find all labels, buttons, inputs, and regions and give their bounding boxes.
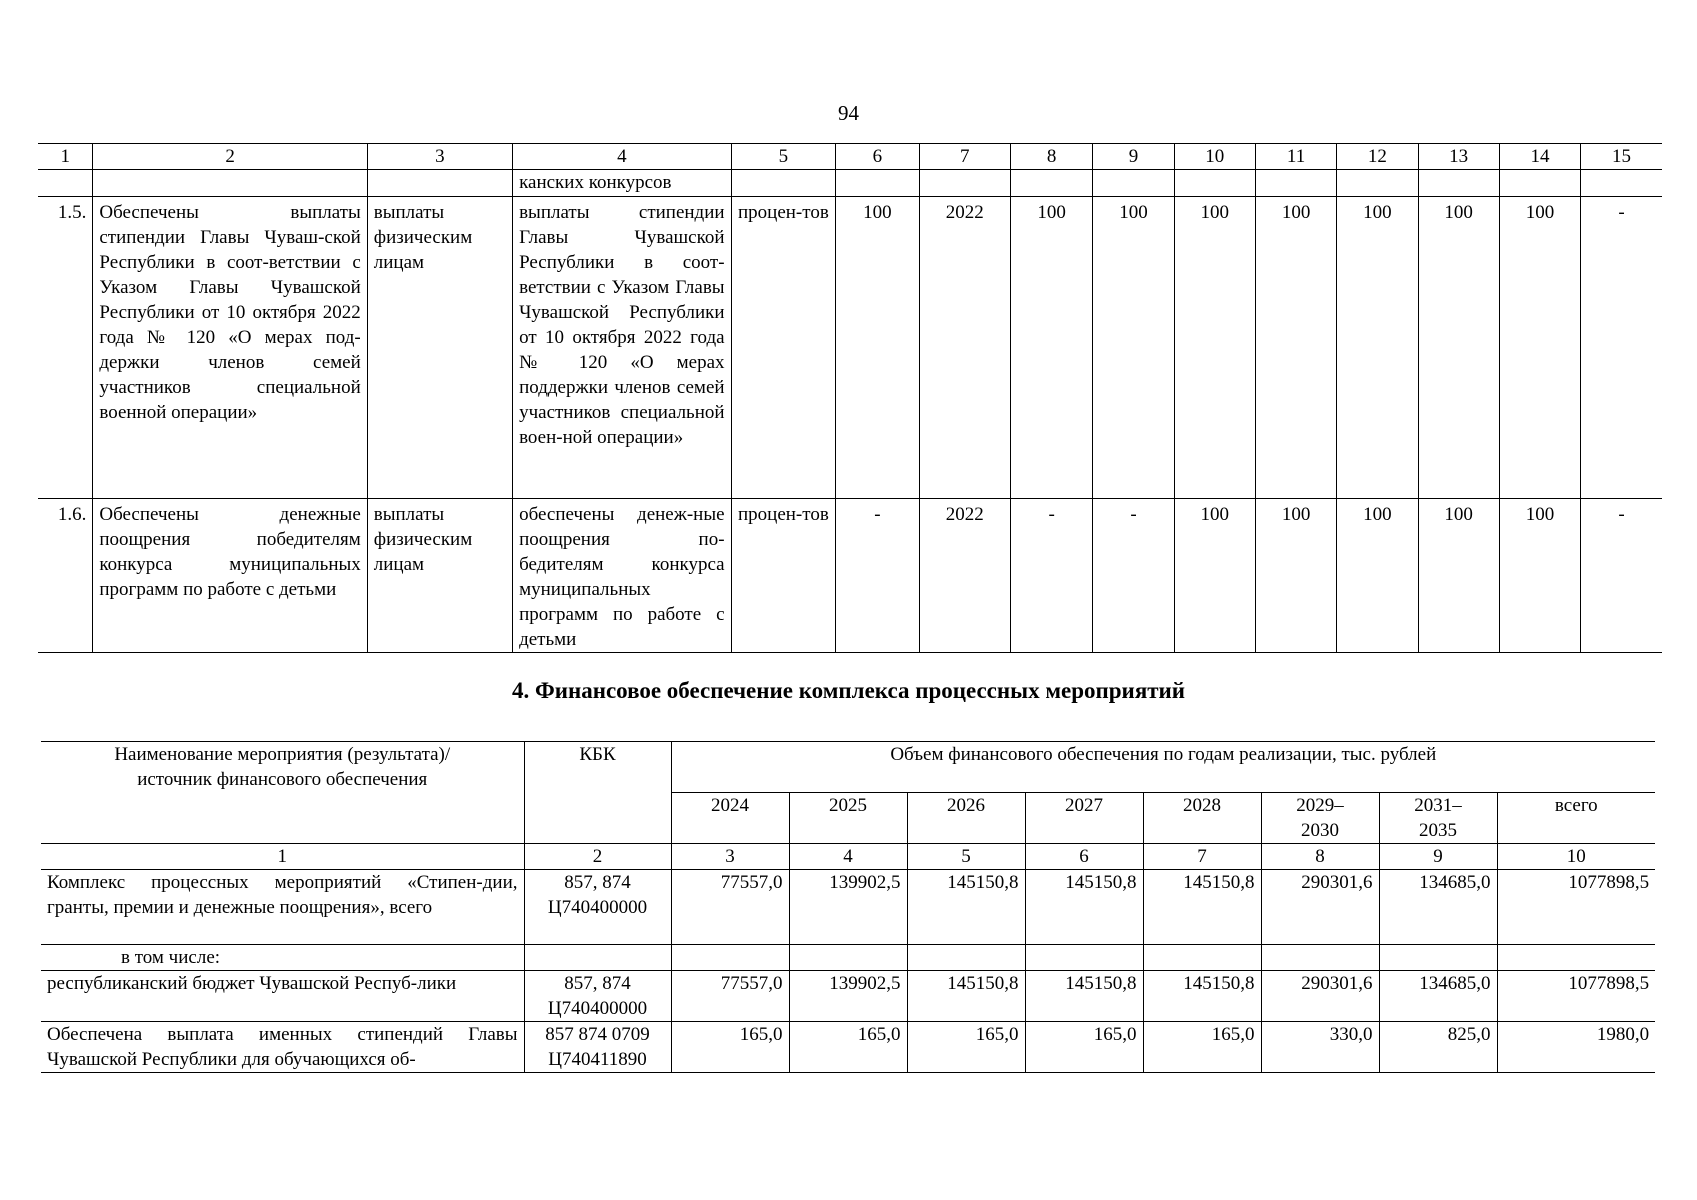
year-header: всего: [1497, 793, 1655, 844]
value-cell: 100: [1174, 197, 1255, 499]
unit-cell: процен-тов: [731, 197, 836, 499]
col-number: 10: [1497, 844, 1655, 870]
column-number-row: [38, 144, 1662, 170]
value-cell: 100: [1418, 499, 1499, 653]
value-cell: 100: [1093, 197, 1174, 499]
continuation-row: [38, 170, 1662, 197]
col-number: 2: [93, 144, 367, 170]
col-number: 6: [836, 144, 919, 170]
value-cell: 1077898,5: [1497, 870, 1655, 945]
unit-cell: процен-тов: [731, 499, 836, 653]
kbk-header: КБК: [524, 742, 671, 844]
value-cell: 145150,8: [907, 870, 1025, 945]
year-header: 2027: [1025, 793, 1143, 844]
type-cell: выплаты физическим лицам: [367, 499, 512, 653]
value-cell: 100: [1499, 197, 1580, 499]
kbk-cell: 857, 874 Ц740400000: [524, 870, 671, 945]
table-row: [41, 1022, 1655, 1073]
col-number: 8: [1261, 844, 1379, 870]
value-cell: -: [1011, 499, 1093, 653]
col-number: 7: [1143, 844, 1261, 870]
col-number: 3: [367, 144, 512, 170]
value-cell: 100: [836, 197, 919, 499]
col-number: 13: [1418, 144, 1499, 170]
col-number: 15: [1581, 144, 1662, 170]
row-number: 1.6.: [38, 499, 93, 653]
value-cell: 290301,6: [1261, 971, 1379, 1022]
col-number: 5: [907, 844, 1025, 870]
value-cell: 100: [1011, 197, 1093, 499]
year-header: 2025: [789, 793, 907, 844]
value-cell: 100: [1499, 499, 1580, 653]
value-cell: 100: [1337, 197, 1418, 499]
kbk-cell: 857 874 0709 Ц740411890: [524, 1022, 671, 1073]
value-cell: 165,0: [907, 1022, 1025, 1073]
table-row: [41, 945, 1655, 971]
value-cell: 100: [1255, 499, 1336, 653]
value-cell: 145150,8: [1025, 870, 1143, 945]
value-cell: 145150,8: [1025, 971, 1143, 1022]
value-cell: 290301,6: [1261, 870, 1379, 945]
value-cell: 145150,8: [907, 971, 1025, 1022]
name-cell: в том числе:: [41, 945, 524, 971]
col-number: 4: [789, 844, 907, 870]
value-cell: 77557,0: [671, 971, 789, 1022]
value-cell: 165,0: [1025, 1022, 1143, 1073]
value-cell: 100: [1174, 499, 1255, 653]
result-cell: Обеспечены денежные поощрения победителям конкурса муниципальных программ по работе с детьми: [93, 499, 367, 653]
continuation-text: канских конкурсов: [513, 170, 731, 197]
value-cell: 100: [1337, 499, 1418, 653]
name-cell: Обеспечена выплата именных стипендий Главы Чувашской Республики для обучающихся об-: [41, 1022, 524, 1073]
col-number: 10: [1174, 144, 1255, 170]
col-number: 4: [513, 144, 731, 170]
col-number: 12: [1337, 144, 1418, 170]
value-cell: -: [1581, 197, 1662, 499]
indicator-cell: обеспечены денеж-ные поощрения по-бедителям конкурса муниципальных программ по работе с детьми: [513, 499, 731, 653]
table-row: [41, 971, 1655, 1022]
value-cell: 1980,0: [1497, 1022, 1655, 1073]
value-cell: 330,0: [1261, 1022, 1379, 1073]
column-number-row: [41, 844, 1655, 870]
value-cell: -: [1093, 499, 1174, 653]
col-number: 14: [1499, 144, 1580, 170]
value-cell: 139902,5: [789, 870, 907, 945]
value-cell: 145150,8: [1143, 971, 1261, 1022]
col-number: 9: [1093, 144, 1174, 170]
col-number: 5: [731, 144, 836, 170]
header-row: [41, 742, 1655, 793]
value-cell: 165,0: [1143, 1022, 1261, 1073]
value-cell: 2022: [919, 499, 1010, 653]
value-cell: 165,0: [789, 1022, 907, 1073]
type-cell: выплаты физическим лицам: [367, 197, 512, 499]
name-cell: республиканский бюджет Чувашской Респуб-лики: [41, 971, 524, 1022]
row-number: 1.5.: [38, 197, 93, 499]
name-header: Наименование мероприятия (результата)/источник финансового обеспечения: [41, 742, 524, 844]
col-number: 3: [671, 844, 789, 870]
value-cell: 825,0: [1379, 1022, 1497, 1073]
value-cell: 145150,8: [1143, 870, 1261, 945]
col-number: 1: [38, 144, 93, 170]
value-cell: 139902,5: [789, 971, 907, 1022]
col-number: 6: [1025, 844, 1143, 870]
name-cell: Комплекс процессных мероприятий «Стипен-дии, гранты, премии и денежные поощрения», всего: [41, 870, 524, 945]
year-header: 2028: [1143, 793, 1261, 844]
financing-table: [41, 741, 1655, 1073]
volume-header: Объем финансового обеспечения по годам реализации, тыс. рублей: [671, 742, 1655, 793]
page-number: 94: [838, 101, 859, 125]
value-cell: 2022: [919, 197, 1010, 499]
indicators-table: [38, 143, 1662, 653]
table-row: [38, 499, 1662, 653]
col-number: 2: [524, 844, 671, 870]
year-header: 2029–2030: [1261, 793, 1379, 844]
col-number: 11: [1255, 144, 1336, 170]
col-number: 8: [1011, 144, 1093, 170]
year-header: 2031–2035: [1379, 793, 1497, 844]
value-cell: 100: [1255, 197, 1336, 499]
section-title: 4. Финансовое обеспечение комплекса процессных мероприятий: [511, 678, 1186, 703]
value-cell: -: [1581, 499, 1662, 653]
value-cell: 1077898,5: [1497, 971, 1655, 1022]
value-cell: 77557,0: [671, 870, 789, 945]
indicator-cell: выплаты стипендии Главы Чувашской Республики в соот-ветствии с Указом Главы Чувашской Республики от 10 октября 2022 года № 120 «О мерах поддержки членов семей участников специальной воен-ной операции»: [513, 197, 731, 499]
table-row: [41, 870, 1655, 945]
value-cell: 134685,0: [1379, 971, 1497, 1022]
table-row: [38, 197, 1662, 499]
value-cell: -: [836, 499, 919, 653]
result-cell: Обеспечены выплаты стипендии Главы Чуваш-ской Республики в соот-ветствии с Указом Главы Чувашской Республики от 10 октября 2022 года № 120 «О мерах под-держки членов семей участников специальной военной операции»: [93, 197, 367, 499]
col-number: 9: [1379, 844, 1497, 870]
value-cell: 134685,0: [1379, 870, 1497, 945]
col-number: 7: [919, 144, 1010, 170]
kbk-cell: 857, 874 Ц740400000: [524, 971, 671, 1022]
year-header: 2026: [907, 793, 1025, 844]
col-number: 1: [41, 844, 524, 870]
year-header: 2024: [671, 793, 789, 844]
value-cell: 100: [1418, 197, 1499, 499]
value-cell: 165,0: [671, 1022, 789, 1073]
